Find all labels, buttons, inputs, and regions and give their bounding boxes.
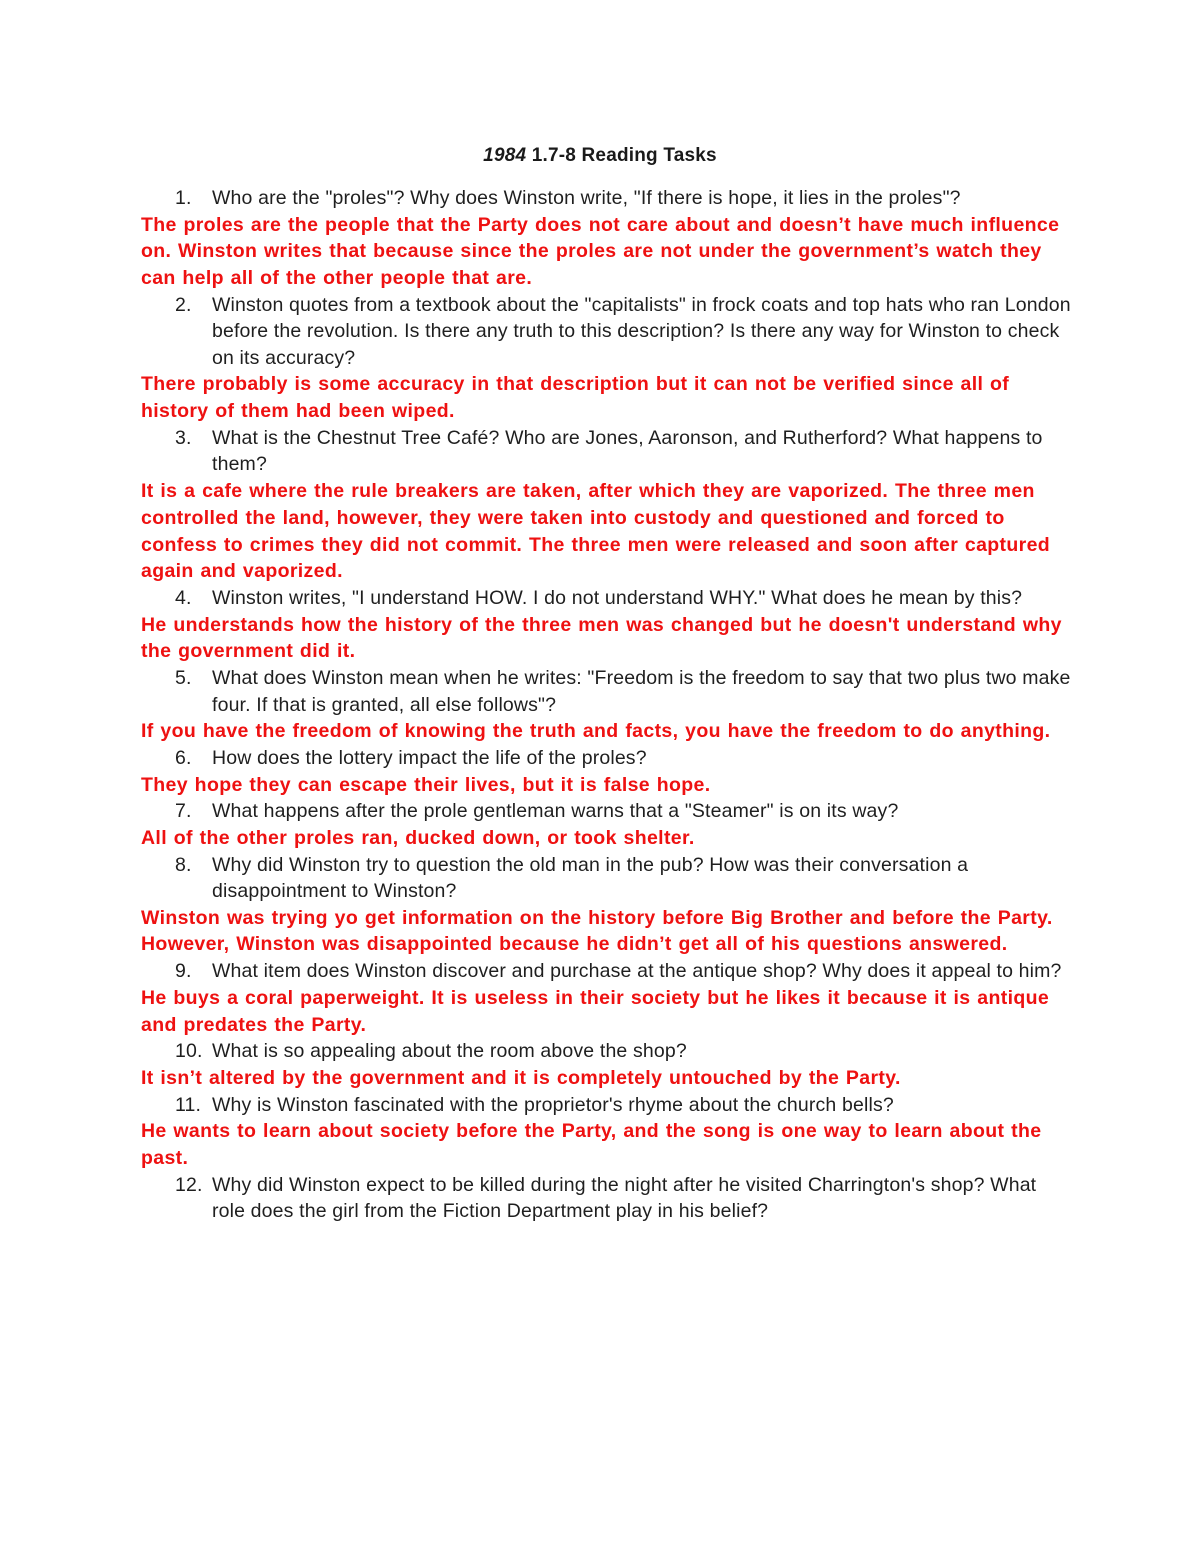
question-text: Winston writes, "I understand HOW. I do not understand WHY." What does he mean by this? bbox=[212, 587, 1023, 610]
question-item bbox=[141, 958, 1071, 985]
question-text: How does the lottery impact the life of the proles? bbox=[212, 747, 647, 770]
question-text: Why did Winston expect to be killed during the night after he visited Charrington's shop? What role does the girl from the Fiction Department play in his belief? bbox=[212, 1173, 1037, 1223]
question-item bbox=[141, 1038, 1071, 1065]
answer-text: Winston was trying yo get information on the history before Big Brother and before the Party. However, Winston was disappointed because he didn’t get all of his questions answered. bbox=[141, 906, 1053, 956]
question-number: 6. bbox=[175, 747, 192, 770]
answer-text: All of the other proles ran, ducked down, or took shelter. bbox=[141, 826, 695, 849]
question-number: 4. bbox=[175, 587, 192, 610]
question-item bbox=[141, 665, 1071, 718]
question-item bbox=[141, 852, 1071, 905]
question-item bbox=[141, 745, 1071, 772]
answer-text: They hope they can escape their lives, but it is false hope. bbox=[141, 773, 711, 796]
question-text: What is the Chestnut Tree Café? Who are Jones, Aaronson, and Rutherford? What happens to them? bbox=[212, 426, 1043, 476]
question-item bbox=[141, 292, 1071, 372]
question-item bbox=[141, 1092, 1071, 1119]
answer-text: It is a cafe where the rule breakers are taken, after which they are vaporized. The three men controlled the land, however, they were taken into custody and questioned and forced to confess to crimes they did not commit. The three men were released and soon after captured again and vaporized. bbox=[141, 479, 1051, 583]
question-item bbox=[141, 425, 1071, 478]
question-number: 12. bbox=[175, 1173, 203, 1196]
question-text: What is so appealing about the room above the shop? bbox=[212, 1040, 687, 1063]
question-text: What happens after the prole gentleman warns that a "Steamer" is on its way? bbox=[212, 800, 899, 823]
answer-text: He buys a coral paperweight. It is useless in their society but he likes it because it is antique and predates the Party. bbox=[141, 986, 1050, 1036]
qa-list bbox=[141, 185, 1071, 1225]
question-number: 7. bbox=[175, 800, 192, 823]
question-number: 10. bbox=[175, 1040, 203, 1063]
answer-text: There probably is some accuracy in that description but it can not be verified since all of history of them had been wiped. bbox=[141, 373, 1010, 423]
answer-text: The proles are the people that the Party does not care about and doesn’t have much influence on. Winston writes that because since the proles are not under the government’s watch they can help all of the other people that are. bbox=[141, 213, 1060, 290]
title-rest: 1.7-8 Reading Tasks bbox=[526, 145, 717, 166]
answer-text: He understands how the history of the three men was changed but he doesn't understand why the government did it. bbox=[141, 613, 1062, 663]
question-text: Why did Winston try to question the old man in the pub? How was their conversation a disappointment to Winston? bbox=[212, 853, 969, 903]
question-item bbox=[141, 798, 1071, 825]
question-text: What item does Winston discover and purchase at the antique shop? Why does it appeal to him? bbox=[212, 960, 1062, 983]
page-title bbox=[0, 142, 1200, 170]
question-number: 1. bbox=[175, 187, 192, 209]
question-text: Why is Winston fascinated with the proprietor's rhyme about the church bells? bbox=[212, 1093, 894, 1116]
question-text: Who are the "proles"? Why does Winston write, "If there is hope, it lies in the proles"? bbox=[212, 187, 961, 209]
question-number: 2. bbox=[175, 293, 192, 316]
question-number: 9. bbox=[175, 960, 192, 983]
question-number: 5. bbox=[175, 667, 192, 690]
question-item bbox=[141, 185, 1071, 212]
question-number: 8. bbox=[175, 853, 192, 876]
question-text: What does Winston mean when he writes: "Freedom is the freedom to say that two plus two make four. If that is granted, all else follows"? bbox=[212, 667, 1071, 716]
question-text: Winston quotes from a textbook about the "capitalists" in frock coats and top hats who ran London before the revolution. Is there any truth to this description? Is there any way for Winston to check on its accuracy? bbox=[212, 293, 1071, 369]
question-item bbox=[141, 1172, 1071, 1225]
answer-text: If you have the freedom of knowing the truth and facts, you have the freedom to do anything. bbox=[141, 720, 1051, 743]
answer-text: It isn’t altered by the government and it is completely untouched by the Party. bbox=[141, 1066, 901, 1089]
title-italic: 1984 bbox=[483, 145, 527, 166]
question-number: 3. bbox=[175, 426, 192, 449]
question-number: 11. bbox=[175, 1093, 202, 1116]
question-item bbox=[141, 585, 1071, 612]
answer-text: He wants to learn about society before the Party, and the song is one way to learn about the past. bbox=[141, 1120, 1042, 1169]
